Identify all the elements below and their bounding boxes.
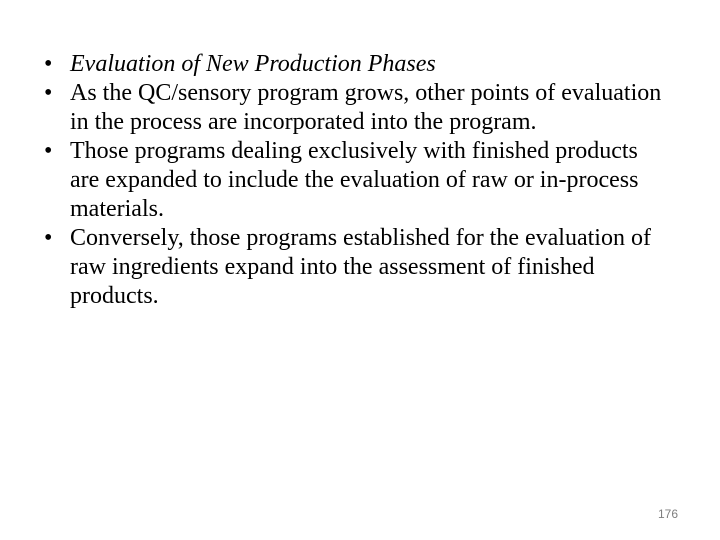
bullet-item-finished-products [44, 137, 664, 224]
bullet-text-heading: Evaluation of New Production Phases [70, 51, 436, 77]
bullet-item-heading [44, 50, 664, 79]
bullet-icon: • [44, 138, 53, 164]
bullet-text-raw-ingredients: Conversely, those programs established for the evaluation of raw ingredients expand into the assessment of finished products. [70, 225, 651, 309]
bullet-icon: • [44, 225, 53, 251]
bullet-item-program-growth [44, 79, 664, 137]
bullet-item-raw-ingredients [44, 224, 664, 311]
page-number: 176 [657, 507, 678, 521]
bullet-text-finished-products: Those programs dealing exclusively with finished products are expanded to include the evaluation of raw or in-process materials. [70, 138, 639, 222]
bullet-list [44, 50, 664, 311]
bullet-icon: • [44, 80, 53, 106]
bullet-text-program-growth: As the QC/sensory program grows, other points of evaluation in the process are incorporated into the program. [70, 80, 662, 135]
bullet-icon: • [44, 51, 53, 77]
